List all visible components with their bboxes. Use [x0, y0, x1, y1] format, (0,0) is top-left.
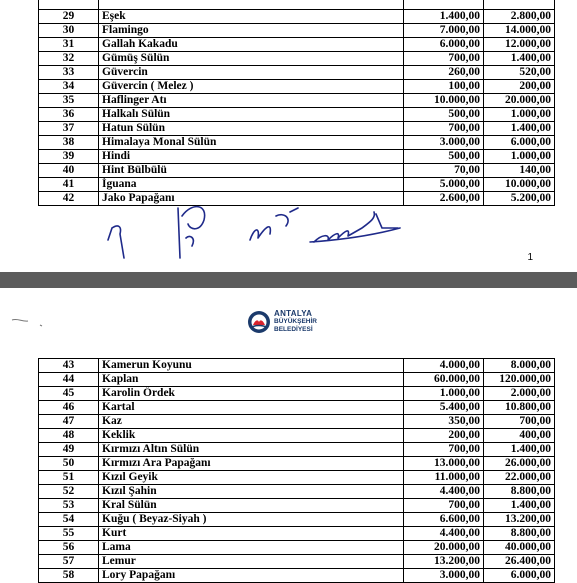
price-2: 6.000,00: [484, 136, 555, 150]
animal-name: Hindi: [99, 150, 404, 164]
animal-name: Flamingo: [99, 24, 404, 38]
animal-name: İguana: [99, 178, 404, 192]
price-1: 5.000,00: [404, 178, 484, 192]
price-2: 14.000,00: [484, 24, 555, 38]
price-1: 700,00: [404, 499, 484, 513]
price-2: 40.000,00: [484, 541, 555, 555]
animal-name: Hint Bülbülü: [99, 164, 404, 178]
table-row: [39, 471, 555, 485]
price-2: 2.800,00: [484, 10, 555, 24]
table-row: [39, 429, 555, 443]
price-2: 8.800,00: [484, 485, 555, 499]
table-row: [39, 359, 555, 373]
page-separator: [0, 272, 577, 288]
price-1: 13.000,00: [404, 457, 484, 471]
animal-name: Lama: [99, 541, 404, 555]
table-row: [39, 150, 555, 164]
row-number: 52: [39, 485, 99, 499]
price-2: 1.400,00: [484, 499, 555, 513]
price-2: 10.000,00: [484, 178, 555, 192]
table-row: [39, 499, 555, 513]
row-number: 45: [39, 387, 99, 401]
row-number: [39, 0, 99, 10]
row-number: 39: [39, 150, 99, 164]
logo-line-2: BÜYÜKŞEHİR: [274, 318, 317, 325]
animal-name: Gümüş Sülün: [99, 52, 404, 66]
row-number: 57: [39, 555, 99, 569]
animal-name: Kaplan: [99, 373, 404, 387]
table-row: [39, 0, 555, 10]
row-number: 35: [39, 94, 99, 108]
signature-1: [108, 226, 124, 258]
page-number: 1: [527, 252, 533, 263]
price-table-page-1: [38, 0, 555, 206]
row-number: 33: [39, 66, 99, 80]
table-row: [39, 541, 555, 555]
price-2: 700,00: [484, 415, 555, 429]
municipality-emblem-icon: [247, 310, 271, 334]
table-row: [39, 136, 555, 150]
price-2: 5.200,00: [484, 192, 555, 206]
price-2: 1.000,00: [484, 108, 555, 122]
animal-name: Kamerun Koyunu: [99, 359, 404, 373]
price-1: 350,00: [404, 415, 484, 429]
animal-name: Kartal: [99, 401, 404, 415]
row-number: 51: [39, 471, 99, 485]
price-2: 26.000,00: [484, 457, 555, 471]
price-2: 520,00: [484, 66, 555, 80]
row-number: 53: [39, 499, 99, 513]
document-page-2: [0, 288, 577, 583]
animal-name: Eşek: [99, 10, 404, 24]
price-2: 8.000,00: [484, 359, 555, 373]
document-page-1: [0, 0, 577, 272]
table-row: [39, 38, 555, 52]
animal-name: Kızıl Şahin: [99, 485, 404, 499]
price-2: 22.000,00: [484, 471, 555, 485]
table-row: [39, 569, 555, 583]
row-number: 43: [39, 359, 99, 373]
logo-line-1: ANTALYA: [274, 309, 313, 318]
table-row: [39, 415, 555, 429]
price-2: 2.000,00: [484, 387, 555, 401]
price-2: 1.400,00: [484, 443, 555, 457]
antalya-municipality-logo: [247, 310, 317, 334]
animal-name: Lemur: [99, 555, 404, 569]
row-number: 56: [39, 541, 99, 555]
animal-name: Kaz: [99, 415, 404, 429]
price-1: 6.000,00: [404, 38, 484, 52]
animal-name: Karolin Ördek: [99, 387, 404, 401]
price-2: 26.400,00: [484, 555, 555, 569]
row-number: 49: [39, 443, 99, 457]
table-row: [39, 24, 555, 38]
price-1: 260,00: [404, 66, 484, 80]
animal-name: Güvercin: [99, 66, 404, 80]
row-number: 42: [39, 192, 99, 206]
price-2: 120.000,00: [484, 373, 555, 387]
animal-name: Kırmızı Ara Papağanı: [99, 457, 404, 471]
row-number: 38: [39, 136, 99, 150]
price-1: 100,00: [404, 80, 484, 94]
animal-name: Halkalı Sülün: [99, 108, 404, 122]
animal-name: Kızıl Geyik: [99, 471, 404, 485]
price-1: 500,00: [404, 150, 484, 164]
price-1: 4.000,00: [404, 359, 484, 373]
row-number: 34: [39, 80, 99, 94]
animal-name: Gallah Kakadu: [99, 38, 404, 52]
signature-4: [310, 212, 400, 242]
price-1: 13.200,00: [404, 555, 484, 569]
table-row: [39, 373, 555, 387]
price-1: 3.000,00: [404, 569, 484, 583]
row-number: 30: [39, 24, 99, 38]
price-2: 13.200,00: [484, 513, 555, 527]
animal-name: Jako Papağanı: [99, 192, 404, 206]
table-row: [39, 387, 555, 401]
price-2: 140,00: [484, 164, 555, 178]
animal-name: [99, 0, 404, 10]
price-1: 4.400,00: [404, 527, 484, 541]
price-1: 70,00: [404, 164, 484, 178]
row-number: 44: [39, 373, 99, 387]
animal-name: Hatun Sülün: [99, 122, 404, 136]
price-2: 1.000,00: [484, 150, 555, 164]
animal-name: Kurt: [99, 527, 404, 541]
row-number: 55: [39, 527, 99, 541]
signature-3: [250, 208, 298, 240]
animal-name: Haflinger Atı: [99, 94, 404, 108]
table-row: [39, 527, 555, 541]
price-1: 700,00: [404, 122, 484, 136]
row-number: 29: [39, 10, 99, 24]
price-table-page-2: [38, 358, 555, 583]
table-row: [39, 178, 555, 192]
table-row: [39, 52, 555, 66]
price-1: 7.000,00: [404, 24, 484, 38]
animal-name: Keklik: [99, 429, 404, 443]
price-1: 200,00: [404, 429, 484, 443]
row-number: 37: [39, 122, 99, 136]
price-1: 60.000,00: [404, 373, 484, 387]
row-number: 48: [39, 429, 99, 443]
price-2: 200,00: [484, 80, 555, 94]
price-2: 8.800,00: [484, 527, 555, 541]
table-row: [39, 443, 555, 457]
price-2: 400,00: [484, 429, 555, 443]
table-row: [39, 94, 555, 108]
price-2: 1.400,00: [484, 122, 555, 136]
animal-name: Güvercin ( Melez ): [99, 80, 404, 94]
price-2: 6.000,00: [484, 569, 555, 583]
animal-name: Kral Sülün: [99, 499, 404, 513]
price-1: 700,00: [404, 52, 484, 66]
table-row: [39, 80, 555, 94]
price-2: 20.000,00: [484, 94, 555, 108]
price-1: 20.000,00: [404, 541, 484, 555]
animal-name: Lory Papağanı: [99, 569, 404, 583]
row-number: 47: [39, 415, 99, 429]
table-row: [39, 401, 555, 415]
price-1: [404, 0, 484, 10]
table-row: [39, 485, 555, 499]
row-number: 46: [39, 401, 99, 415]
signatures: [100, 198, 420, 270]
table-row: [39, 513, 555, 527]
table-row: [39, 457, 555, 471]
pen-mark: [10, 316, 50, 328]
table-row: [39, 10, 555, 24]
row-number: 36: [39, 108, 99, 122]
price-1: 3.000,00: [404, 136, 484, 150]
price-1: 6.600,00: [404, 513, 484, 527]
row-number: 31: [39, 38, 99, 52]
logo-line-3: BELEDİYESİ: [274, 326, 313, 333]
price-1: 4.400,00: [404, 485, 484, 499]
price-2: 1.400,00: [484, 52, 555, 66]
price-1: 10.000,00: [404, 94, 484, 108]
row-number: 40: [39, 164, 99, 178]
table-row: [39, 66, 555, 80]
price-1: 700,00: [404, 443, 484, 457]
price-1: 1.000,00: [404, 387, 484, 401]
table-row: [39, 122, 555, 136]
price-2: 10.800,00: [484, 401, 555, 415]
signature-2: [178, 207, 205, 258]
table-row: [39, 164, 555, 178]
price-2: 12.000,00: [484, 38, 555, 52]
table-row: [39, 108, 555, 122]
price-1: 1.400,00: [404, 10, 484, 24]
row-number: 41: [39, 178, 99, 192]
row-number: 54: [39, 513, 99, 527]
price-1: 2.600,00: [404, 192, 484, 206]
row-number: 58: [39, 569, 99, 583]
price-1: 500,00: [404, 108, 484, 122]
price-2: [484, 0, 555, 10]
price-1: 5.400,00: [404, 401, 484, 415]
price-1: 11.000,00: [404, 471, 484, 485]
table-row: [39, 555, 555, 569]
animal-name: Kırmızı Altın Sülün: [99, 443, 404, 457]
animal-name: Kuğu ( Beyaz-Siyah ): [99, 513, 404, 527]
row-number: 50: [39, 457, 99, 471]
animal-name: Himalaya Monal Sülün: [99, 136, 404, 150]
row-number: 32: [39, 52, 99, 66]
